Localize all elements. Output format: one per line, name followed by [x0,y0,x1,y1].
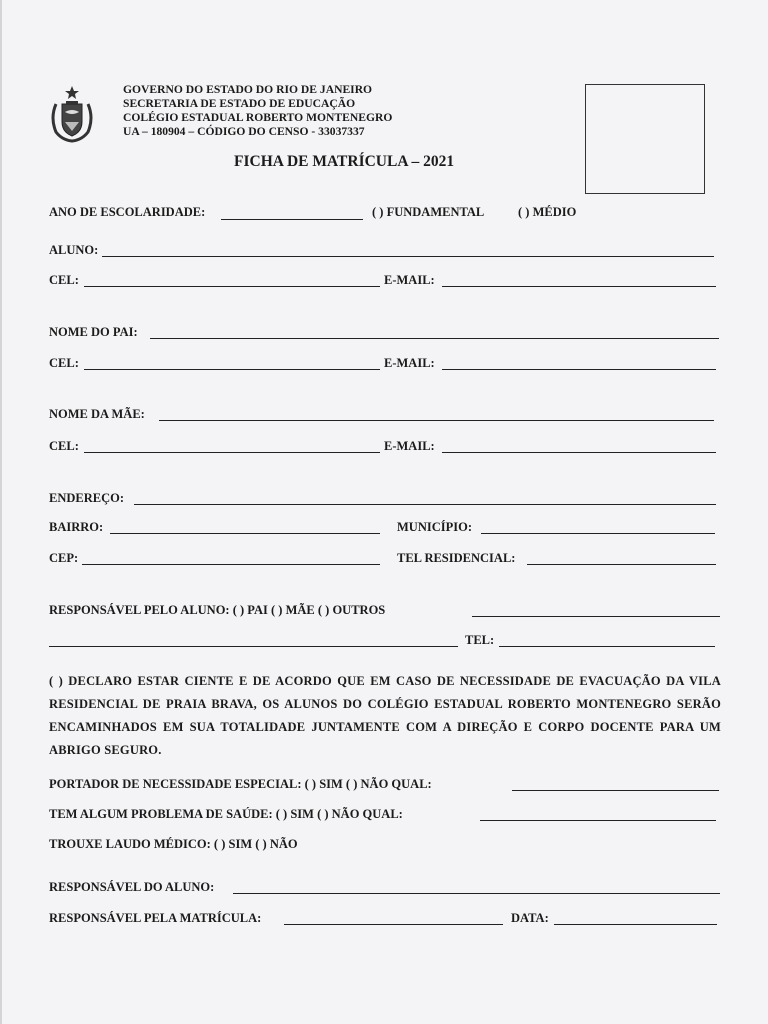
nome-pai-field[interactable] [150,338,719,339]
form-title: FICHA DE MATRÍCULA – 2021 [234,153,455,170]
mae-email-field[interactable] [442,452,716,453]
municipio-field[interactable] [481,533,715,534]
bairro-field[interactable] [110,533,380,534]
tel-field[interactable] [499,646,715,647]
photo-box [585,84,705,194]
tel-residencial-field[interactable] [527,564,716,565]
municipio-label: MUNICÍPIO: [397,520,472,534]
ano-field[interactable] [221,219,363,220]
aluno-cel-label: CEL: [49,273,79,287]
coat-of-arms-icon [46,84,98,144]
endereco-field[interactable] [134,504,716,505]
pai-cel-label: CEL: [49,356,79,370]
form-sheet [2,0,768,1024]
portador-qual-field[interactable] [512,790,719,791]
fundamental-option[interactable]: ( ) FUNDAMENTAL [372,205,485,219]
endereco-label: ENDEREÇO: [49,491,125,505]
nome-pai-label: NOME DO PAI: [49,325,138,339]
laudo-label[interactable]: TROUXE LAUDO MÉDICO: ( ) SIM ( ) NÃO [49,837,298,851]
responsavel-matricula-field[interactable] [284,924,503,925]
pai-email-field[interactable] [442,369,716,370]
tel-label: TEL: [465,633,495,647]
mae-cel-label: CEL: [49,439,79,453]
mae-cel-field[interactable] [84,452,380,453]
header-block [123,83,392,139]
responsavel-do-aluno-label: RESPONSÁVEL DO ALUNO: [49,880,215,894]
tel-residencial-label: TEL RESIDENCIAL: [397,551,516,565]
cep-field[interactable] [82,564,380,565]
responsavel-aluno-options[interactable]: RESPONSÁVEL PELO ALUNO: ( ) PAI ( ) MÃE ( ) OUTROS [49,603,386,617]
aluno-field[interactable] [102,256,714,257]
aluno-email-label: E-MAIL: [384,273,435,287]
problema-saude-qual-field[interactable] [480,820,716,821]
portador-label[interactable]: PORTADOR DE NECESSIDADE ESPECIAL: ( ) SIM ( ) NÃO QUAL: [49,777,432,791]
medio-option[interactable]: ( ) MÉDIO [518,205,577,219]
responsavel-extra-field[interactable] [49,646,458,647]
header-line-3: COLÉGIO ESTADUAL ROBERTO MONTENEGRO [123,111,393,124]
declaration-text[interactable]: ( ) DECLARO ESTAR CIENTE E DE ACORDO QUE EM CASO DE NECESSIDADE DE EVACUAÇÃO DA VILA RESIDENCIAL DE PRAIA BRAVA, OS ALUNOS DO COLÉGIO ESTADUAL ROBERTO MONTENEGRO SERÃO ENCAMINHADOS EM SUA TOTALIDADE JUNTAMENTE COM A DIREÇÃO E CORPO DOCENTE PARA UM ABRIGO SEGURO. [49,674,721,757]
nome-mae-field[interactable] [159,420,714,421]
bairro-label: BAIRRO: [49,520,104,534]
ano-label: ANO DE ESCOLARIDADE: [49,205,206,219]
nome-mae-label: NOME DA MÃE: [49,407,145,421]
header-line-1: GOVERNO DO ESTADO DO RIO DE JANEIRO [123,83,373,96]
responsavel-matricula-label: RESPONSÁVEL PELA MATRÍCULA: [49,911,262,925]
pai-cel-field[interactable] [84,369,380,370]
responsavel-do-aluno-field[interactable] [233,893,720,894]
aluno-label: ALUNO: [49,243,99,257]
header-line-2: SECRETARIA DE ESTADO DE EDUCAÇÃO [123,97,356,110]
data-label: DATA: [511,911,549,925]
header-line-4: UA – 180904 – CÓDIGO DO CENSO - 33037337 [123,125,365,138]
outros-field[interactable] [472,616,720,617]
aluno-email-field[interactable] [442,286,716,287]
pai-email-label: E-MAIL: [384,356,435,370]
aluno-cel-field[interactable] [84,286,380,287]
mae-email-label: E-MAIL: [384,439,435,453]
cep-label: CEP: [49,551,79,565]
problema-saude-label[interactable]: TEM ALGUM PROBLEMA DE SAÚDE: ( ) SIM ( ) NÃO QUAL: [49,807,403,821]
data-field[interactable] [554,924,717,925]
